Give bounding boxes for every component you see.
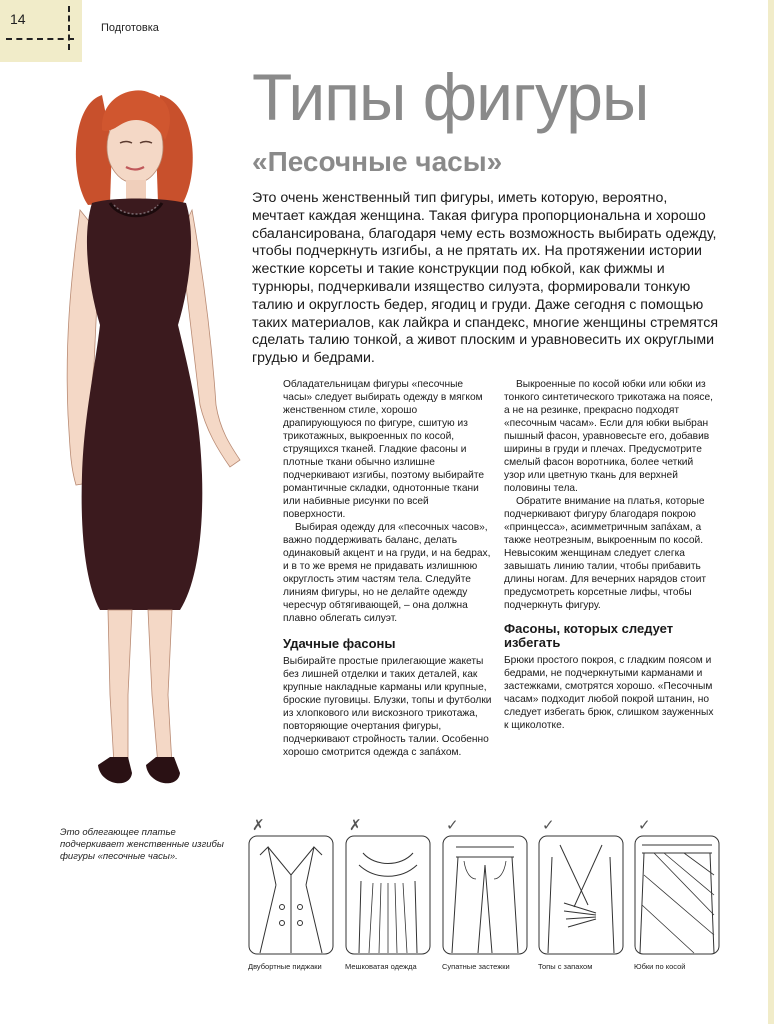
body-paragraph: Выбирая одежду для «песочных часов», важно поддерживать баланс, делать одинаковый акцент и на груди, и на бедрах, и в то же время не придавать излишнюю округлость этим частям тела. Следуйте линиям фигуры, но не делайте одежду чересчур обтягивающей, – она должна плавно облегать силуэт.: [283, 522, 491, 624]
sketch-label: Мешковатая одежда: [345, 962, 417, 971]
page-edge-strip: [768, 0, 774, 1024]
page-title: Типы фигуры: [252, 60, 649, 134]
sketch-bias-skirts: [634, 817, 726, 971]
page-number: 14: [10, 11, 26, 27]
check-mark-icon: ✓: [446, 817, 459, 834]
tab-dashed-divider: [68, 6, 70, 50]
body-paragraph: Обратите внимание на платья, которые подчеркивают фигуру благодаря покрою «принцесса», асимметричным запáхам, а также неотрезным, выкроенным по косой. Невысоким женщинам следует слегка завышать линию талии, чтобы прибавить длины ногам. Для вечерних нарядов стоит предусмотреть корсетные лифы, чтобы подчеркнуть фигуру.: [504, 496, 707, 611]
sketch-double-breasted: [248, 817, 340, 971]
text-column-right: [504, 378, 716, 732]
sketch-label: Юбки по косой: [634, 962, 686, 971]
cross-mark-icon: ✗: [252, 817, 265, 834]
check-mark-icon: ✓: [542, 817, 555, 834]
wrap-top-sketch-icon: [538, 835, 624, 955]
page-subtitle: «Песочные часы»: [252, 146, 503, 177]
jacket-sketch-icon: [248, 835, 334, 955]
section-label: Подготовка: [101, 22, 159, 34]
body-paragraph: Выбирайте простые прилегающие жакеты без лишней отделки и таких деталей, как крупные накладные карманы или крупные, броские пуговицы. Блузки, топы и футболки из хлопкового или вискозного трикотажа, повторяющие очертания фигуры, подчеркивают стройность талии. Особенно хорошо смотрится одежда с запáхом.: [283, 656, 492, 758]
tab-dashed-line: [6, 38, 74, 40]
bias-skirt-sketch-icon: [634, 835, 720, 955]
sketch-fastenings: [442, 817, 534, 971]
sketch-label: Супатные застежки: [442, 962, 510, 971]
baggy-top-sketch-icon: [345, 835, 431, 955]
cross-mark-icon: ✗: [349, 817, 362, 834]
check-mark-icon: ✓: [638, 817, 651, 834]
sketch-label: Двубортные пиджаки: [248, 962, 322, 971]
lead-paragraph: Это очень женственный тип фигуры, иметь которую, вероятно, мечтает каждая женщина. Такая фигура пропорциональна и хорошо сбалансирована, благодаря чему есть возможность выбирать одежду, чтобы подчеркнуть изгибы, а не прятать их. На протяжении истории жесткие корсеты и такие конструкции под юбкой, как фижмы и турнюры, подчеркивали изящество силуэта, формировали тонкую талию и округлость бедер, ягодиц и груди. Даже сегодня с помощью таких материалов, как лайкра и спандекс, многие женщины стремятся сделать талию тонкой, а живот плоским и уравновесить их округлыми грудью и бедрами.: [252, 190, 718, 367]
body-paragraph: Брюки простого покроя, с гладким поясом и бедрами, не подчеркнутыми карманами и застежками, смотрятся хорошо. «Песочным часам» подходит любой покрой штанин, но следует избегать брюк, слишком зауженных к щиколотке.: [504, 655, 714, 731]
sketch-label: Топы с запахом: [538, 962, 593, 971]
section-heading-good-styles: Удачные фасоны: [283, 636, 396, 651]
page-tab: [0, 0, 82, 62]
woman-in-dress-illustration: [40, 85, 270, 805]
trousers-sketch-icon: [442, 835, 528, 955]
sketch-baggy: [345, 817, 437, 971]
section-heading-avoid-styles: Фасоны, которых следует избегать: [504, 621, 674, 650]
body-paragraph: Выкроенные по косой юбки или юбки из тонкого синтетического трикотажа на поясе, а не на резинке, прекрасно подходят «песочным часам». Если для юбки выбран пышный фасон, уравновесьте его, добавив ширины в груди и плечах. Предусмотрите смелый фасон воротника, более четкий узор или цветную ткань для верхней половины тела.: [504, 379, 713, 494]
body-paragraph: Обладательницам фигуры «песочные часы» следует выбирать одежду в мягком женственном стиле, хорошо драпирующуюся по фигуре, сшитую из трикотажных, выкроенных по косой, струящихся тканей. Гладкие фасоны и плотные ткани обычно излишне подчеркивают изгибы, поэтому выбирайте романтичные складки, однотонные ткани или набивные рисунки по всей поверхности.: [283, 379, 485, 520]
sketch-wrap-tops: [538, 817, 630, 971]
figure-caption: Это облегающее платье подчеркивает женственные изгибы фигуры «песочные часы».: [60, 827, 224, 862]
text-column-left: [283, 378, 493, 759]
